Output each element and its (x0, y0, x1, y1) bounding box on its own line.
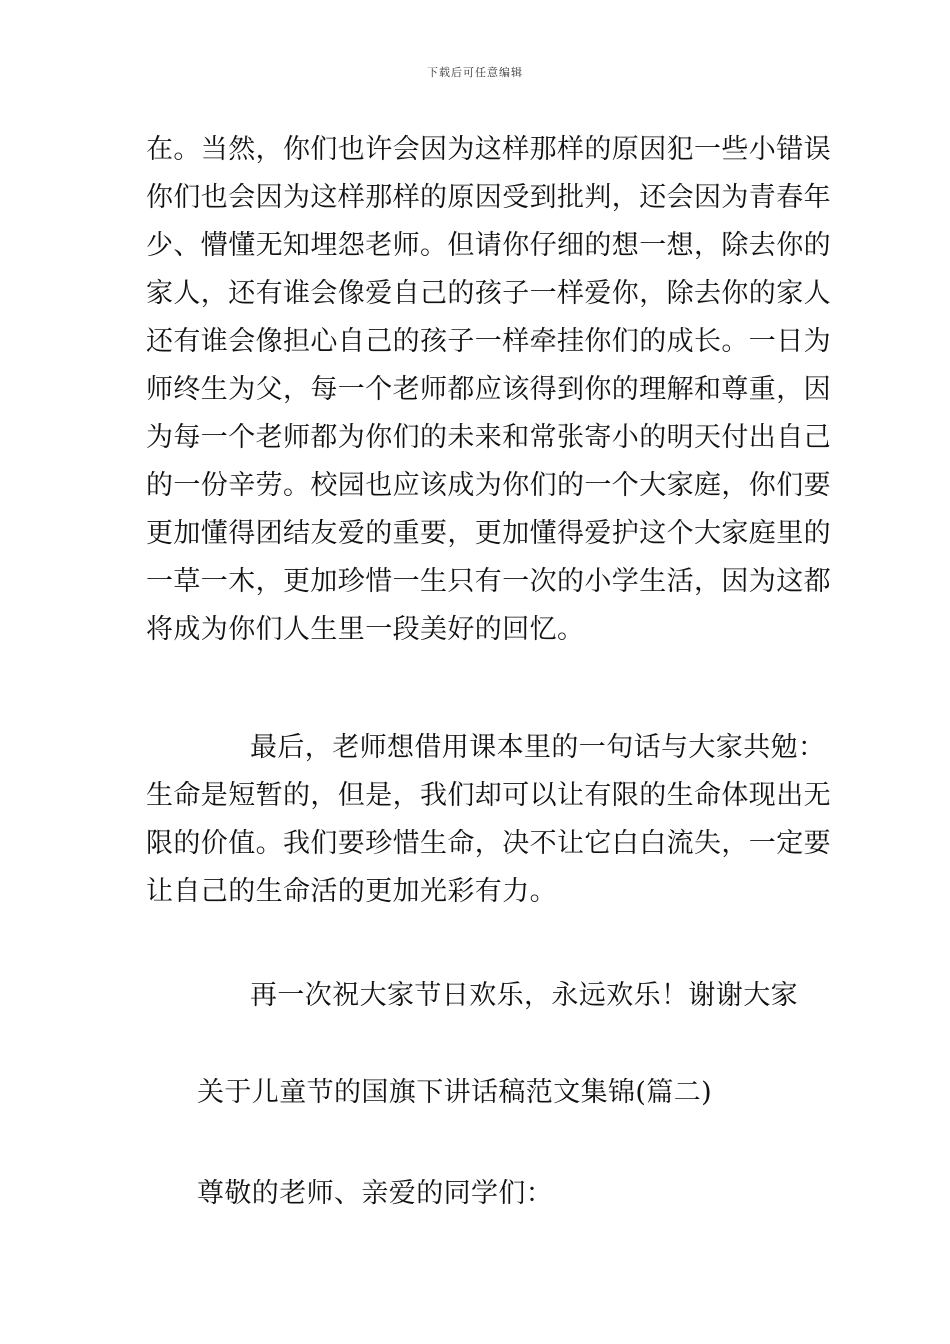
page-header: 下载后可任意编辑 (427, 66, 523, 79)
paragraph-line: 家人，还有谁会像爱自己的孩子一样爱你，除去你的家人 (146, 278, 831, 309)
paragraph-line: 一草一木，更加珍惜一生只有一次的小学生活，因为这都 (146, 566, 831, 597)
paragraph-line: 限的价值。我们要珍惜生命，决不让它白白流失，一定要 (146, 828, 831, 859)
paragraph-line: 在。当然，你们也许会因为这样那样的原因犯一些小错误 (146, 134, 831, 165)
salutation: 尊敬的老师、亲爱的同学们： (197, 1178, 554, 1209)
paragraph-line: 让自己的生命活的更加光彩有力。 (146, 876, 557, 907)
paragraph-line: 的一份辛劳。校园也应该成为你们的一个大家庭，你们要 (146, 470, 831, 501)
paragraph-line: 生命是短暂的，但是，我们却可以让有限的生命体现出无 (146, 780, 831, 811)
section-title: 关于儿童节的国旗下讲话稿范文集锦(篇二) (197, 1077, 713, 1108)
paragraph-line: 你们也会因为这样那样的原因受到批判，还会因为青春年 (146, 182, 831, 213)
paragraph-line: 师终生为父，每一个老师都应该得到你的理解和尊重，因 (146, 374, 831, 405)
paragraph-line: 为每一个老师都为你们的未来和常张寄小的明天付出自己 (146, 422, 831, 453)
paragraph-line: 还有谁会像担心自己的孩子一样牵挂你们的成长。一日为 (146, 326, 831, 357)
paragraph-line: 更加懂得团结友爱的重要，更加懂得爱护这个大家庭里的 (146, 518, 831, 549)
closing-line: 再一次祝大家节日欢乐，永远欢乐！谢谢大家 (250, 980, 798, 1011)
paragraph-line: 少、懵懂无知埋怨老师。但请你仔细的想一想，除去你的 (146, 230, 831, 261)
paragraph-line: 最后，老师想借用课本里的一句话与大家共勉： (250, 732, 826, 763)
paragraph-line: 将成为你们人生里一段美好的回忆。 (146, 614, 585, 645)
